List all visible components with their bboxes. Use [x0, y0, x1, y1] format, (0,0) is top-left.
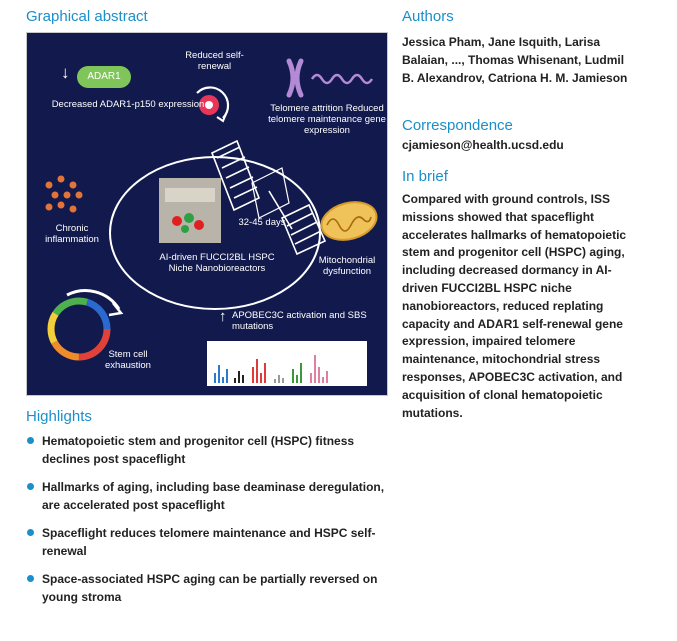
highlight-text: Hallmarks of aging, including base deaminase deregulation, are accelerated post spaceflight: [42, 480, 385, 512]
abstract-illustration: [27, 33, 388, 396]
in-brief-text: Compared with ground controls, ISS missions showed that spaceflight accelerates hallmarks of hematopoietic stem and progenitor cell (HSPC) aging, including decreased dormancy in AI-driven FUCCI2BL HSPC niche nanobioreactors, reduced replating capacity and ADAR1 self-renewal gene expression, impaired telomere maintenance, mitochondrial stress responses, APOBEC3C activation, and acquisition of clonal hematopoietic mutations.: [402, 192, 627, 420]
stem-cell-label: Stem cell exhaustion: [105, 349, 151, 371]
days-label: 32-45 days: [238, 217, 286, 228]
highlight-text: Hematopoietic stem and progenitor cell (HSPC) fitness declines post spaceflight: [42, 434, 355, 466]
up-arrow-icon: ↑: [219, 308, 227, 325]
mitochondria-label: Mitochondrial dysfunction: [318, 255, 376, 277]
adar1-label: Decreased ADAR1-p150 expression: [51, 99, 205, 110]
highlights-list: [26, 432, 396, 616]
down-arrow-icon: ↓: [61, 63, 70, 82]
correspondence-heading: Correspondence: [402, 117, 513, 134]
graphical-abstract-heading: Graphical abstract: [26, 8, 148, 25]
bullet-icon: [27, 437, 34, 444]
bullet-icon: [27, 483, 34, 490]
graphical-abstract-figure: [26, 32, 388, 396]
bullet-icon: [27, 529, 34, 536]
apobec-label: APOBEC3C activation and SBS mutations: [232, 310, 367, 332]
cell-cycle-ring-icon: [51, 291, 121, 357]
correspondence-email[interactable]: cjamieson@health.ucsd.edu: [402, 138, 564, 152]
highlight-item: [26, 570, 396, 606]
authors-list: Jessica Pham, Jane Isquith, Larisa Balaian, ..., Thomas Whisenant, Ludmil B. Alexandrov, Catriona H. M. Jamieson: [402, 35, 628, 85]
highlight-item: [26, 524, 396, 560]
highlight-item: [26, 432, 396, 468]
telomere-chromosome-icon: [289, 61, 372, 95]
adar1-pill: ADAR1: [77, 66, 131, 88]
authors-heading: Authors: [402, 8, 454, 25]
telomere-label: Telomere attrition Reduced telomere maintenance gene expression: [268, 103, 386, 136]
highlight-item: [26, 478, 396, 514]
highlight-text: Spaceflight reduces telomere maintenance and HSPC self-renewal: [42, 526, 376, 558]
inflammation-cells-icon: [46, 176, 83, 213]
inflammation-label: Chronic inflammation: [45, 223, 99, 245]
renewal-label: Reduced self-renewal: [185, 50, 244, 72]
bullet-icon: [27, 575, 34, 582]
mitochondrion-icon: [317, 196, 380, 245]
highlight-text: Space-associated HSPC aging can be partially reversed on young stroma: [42, 572, 378, 604]
highlights-heading: Highlights: [26, 408, 92, 425]
niche-label: AI-driven FUCCI2BL HSPC Niche Nanobioreactors: [159, 252, 275, 274]
in-brief-heading: In brief: [402, 168, 448, 185]
mutation-signature-chart: [207, 341, 367, 386]
nanobioreactor-photo: [159, 178, 221, 243]
